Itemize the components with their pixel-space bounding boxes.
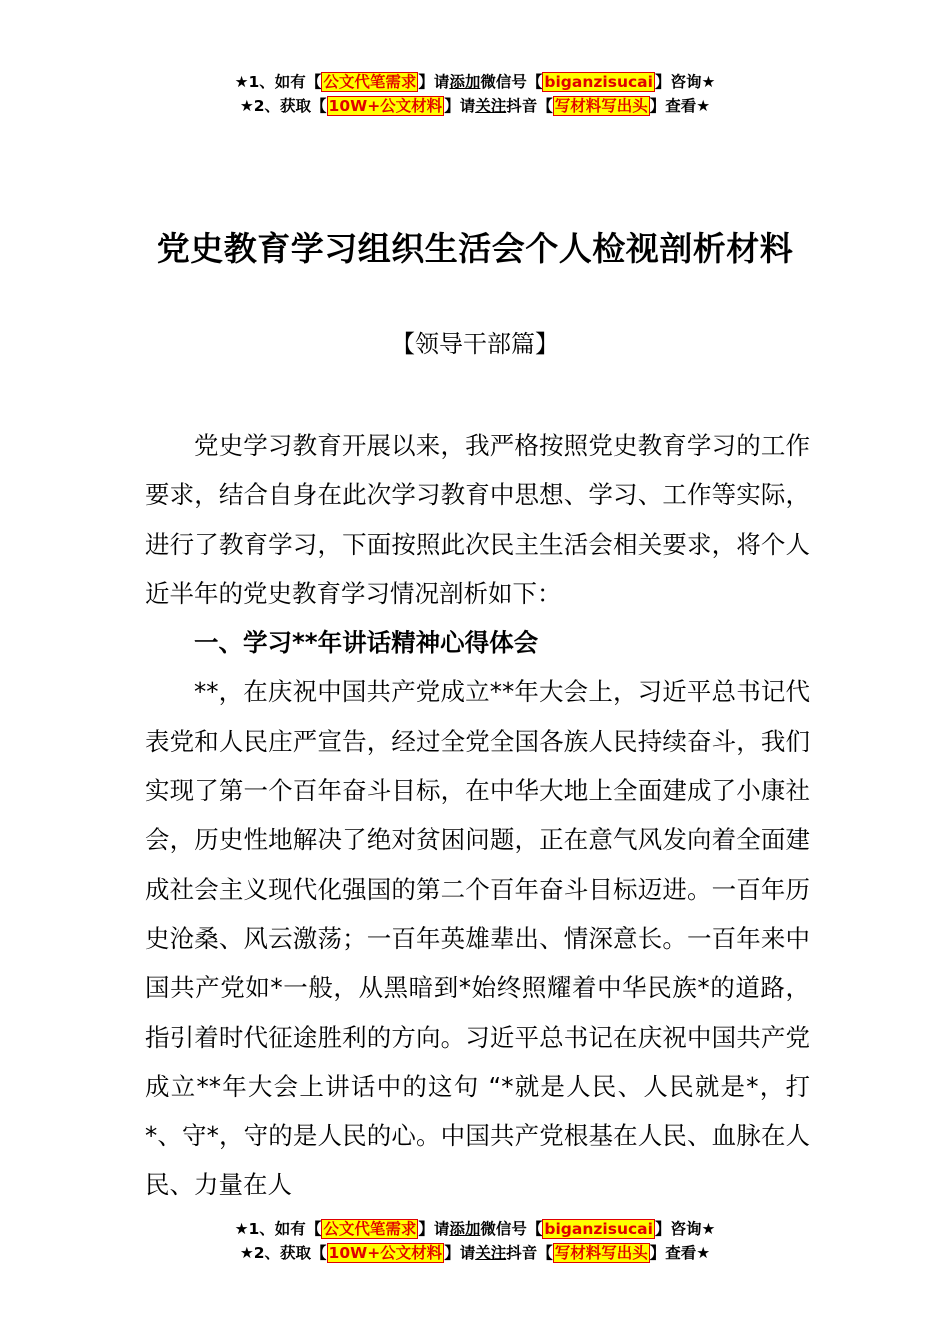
- promo-text: 】请: [418, 1220, 450, 1238]
- promo-line-2: [0, 94, 950, 118]
- promo-text: 】咨询★: [654, 73, 716, 91]
- promo-footer: [0, 1217, 950, 1265]
- promo-text: 抖音【: [506, 1244, 553, 1262]
- promo-highlight: 公文代笔需求: [323, 73, 417, 91]
- promo-line-1: [0, 1217, 950, 1241]
- promo-highlight: biganzisucai: [544, 1220, 653, 1238]
- promo-text: ★2、获取【: [239, 1244, 327, 1262]
- promo-line-1: [0, 70, 950, 94]
- promo-text: 抖音【: [506, 97, 553, 115]
- promo-action: 添加: [449, 73, 481, 91]
- promo-highlight: 10W+公文材料: [328, 97, 443, 115]
- promo-text: ★1、如有: [234, 1220, 306, 1238]
- promo-highlight: 公文代笔需求: [323, 1220, 417, 1238]
- promo-text: 微信号【: [480, 73, 543, 91]
- promo-text: 】请: [418, 73, 450, 91]
- promo-text: 】查看★: [649, 1244, 711, 1262]
- promo-text: 】查看★: [649, 97, 711, 115]
- promo-highlight: 写材料写出头: [554, 97, 648, 115]
- promo-action: 关注: [475, 1244, 507, 1262]
- promo-text: 【: [305, 73, 322, 91]
- promo-highlight: 写材料写出头: [554, 1244, 648, 1262]
- promo-text: 微信号【: [480, 1220, 543, 1238]
- document-title: 党史教育学习组织生活会个人检视剖析材料: [156, 229, 794, 268]
- document-subtitle: 【领导干部篇】: [391, 330, 559, 358]
- promo-highlight: biganzisucai: [544, 73, 653, 91]
- promo-header: [0, 70, 950, 118]
- intro-paragraph: 党史学习教育开展以来，我严格按照党史教育学习的工作要求，结合自身在此次学习教育中思想、学习、工作等实际，进行了教育学习，下面按照此次民主生活会相关要求，将个人近半年的党史教育学习情况剖析如下：: [145, 431, 810, 608]
- promo-text: 【: [305, 1220, 322, 1238]
- promo-text: 】请: [444, 1244, 476, 1262]
- promo-action: 关注: [475, 97, 507, 115]
- promo-highlight: 10W+公文材料: [328, 1244, 443, 1262]
- section-paragraph: **，在庆祝中国共产党成立**年大会上，习近平总书记代表党和人民庄严宣告，经过全党全国各族人民持续奋斗，我们实现了第一个百年奋斗目标，在中华大地上全面建成了小康社会，历史性地解决了绝对贫困问题，正在意气风发向着全面建成社会主义现代化强国的第二个百年奋斗目标迈进。一百年历史沧桑、风云激荡；一百年英雄辈出、情深意长。一百年来中国共产党如*一般，从黑暗到*始终照耀着中华民族*的道路，指引着时代征途胜利的方向。习近平总书记在庆祝中国共产党成立**年大会上讲话中的这句 “*就是人民、人民就是*，打*、守*，守的是人民的心。中国共产党根基在人民、血脉在人民、力量在人: [145, 677, 810, 1200]
- promo-text: 】请: [444, 97, 476, 115]
- promo-text: 】咨询★: [654, 1220, 716, 1238]
- promo-action: 添加: [449, 1220, 481, 1238]
- promo-text: ★2、获取【: [239, 97, 327, 115]
- promo-text: ★1、如有: [234, 73, 306, 91]
- document-body: [145, 421, 810, 1210]
- section-heading: 一、学习**年讲话精神心得体会: [194, 628, 539, 658]
- promo-line-2: [0, 1241, 950, 1265]
